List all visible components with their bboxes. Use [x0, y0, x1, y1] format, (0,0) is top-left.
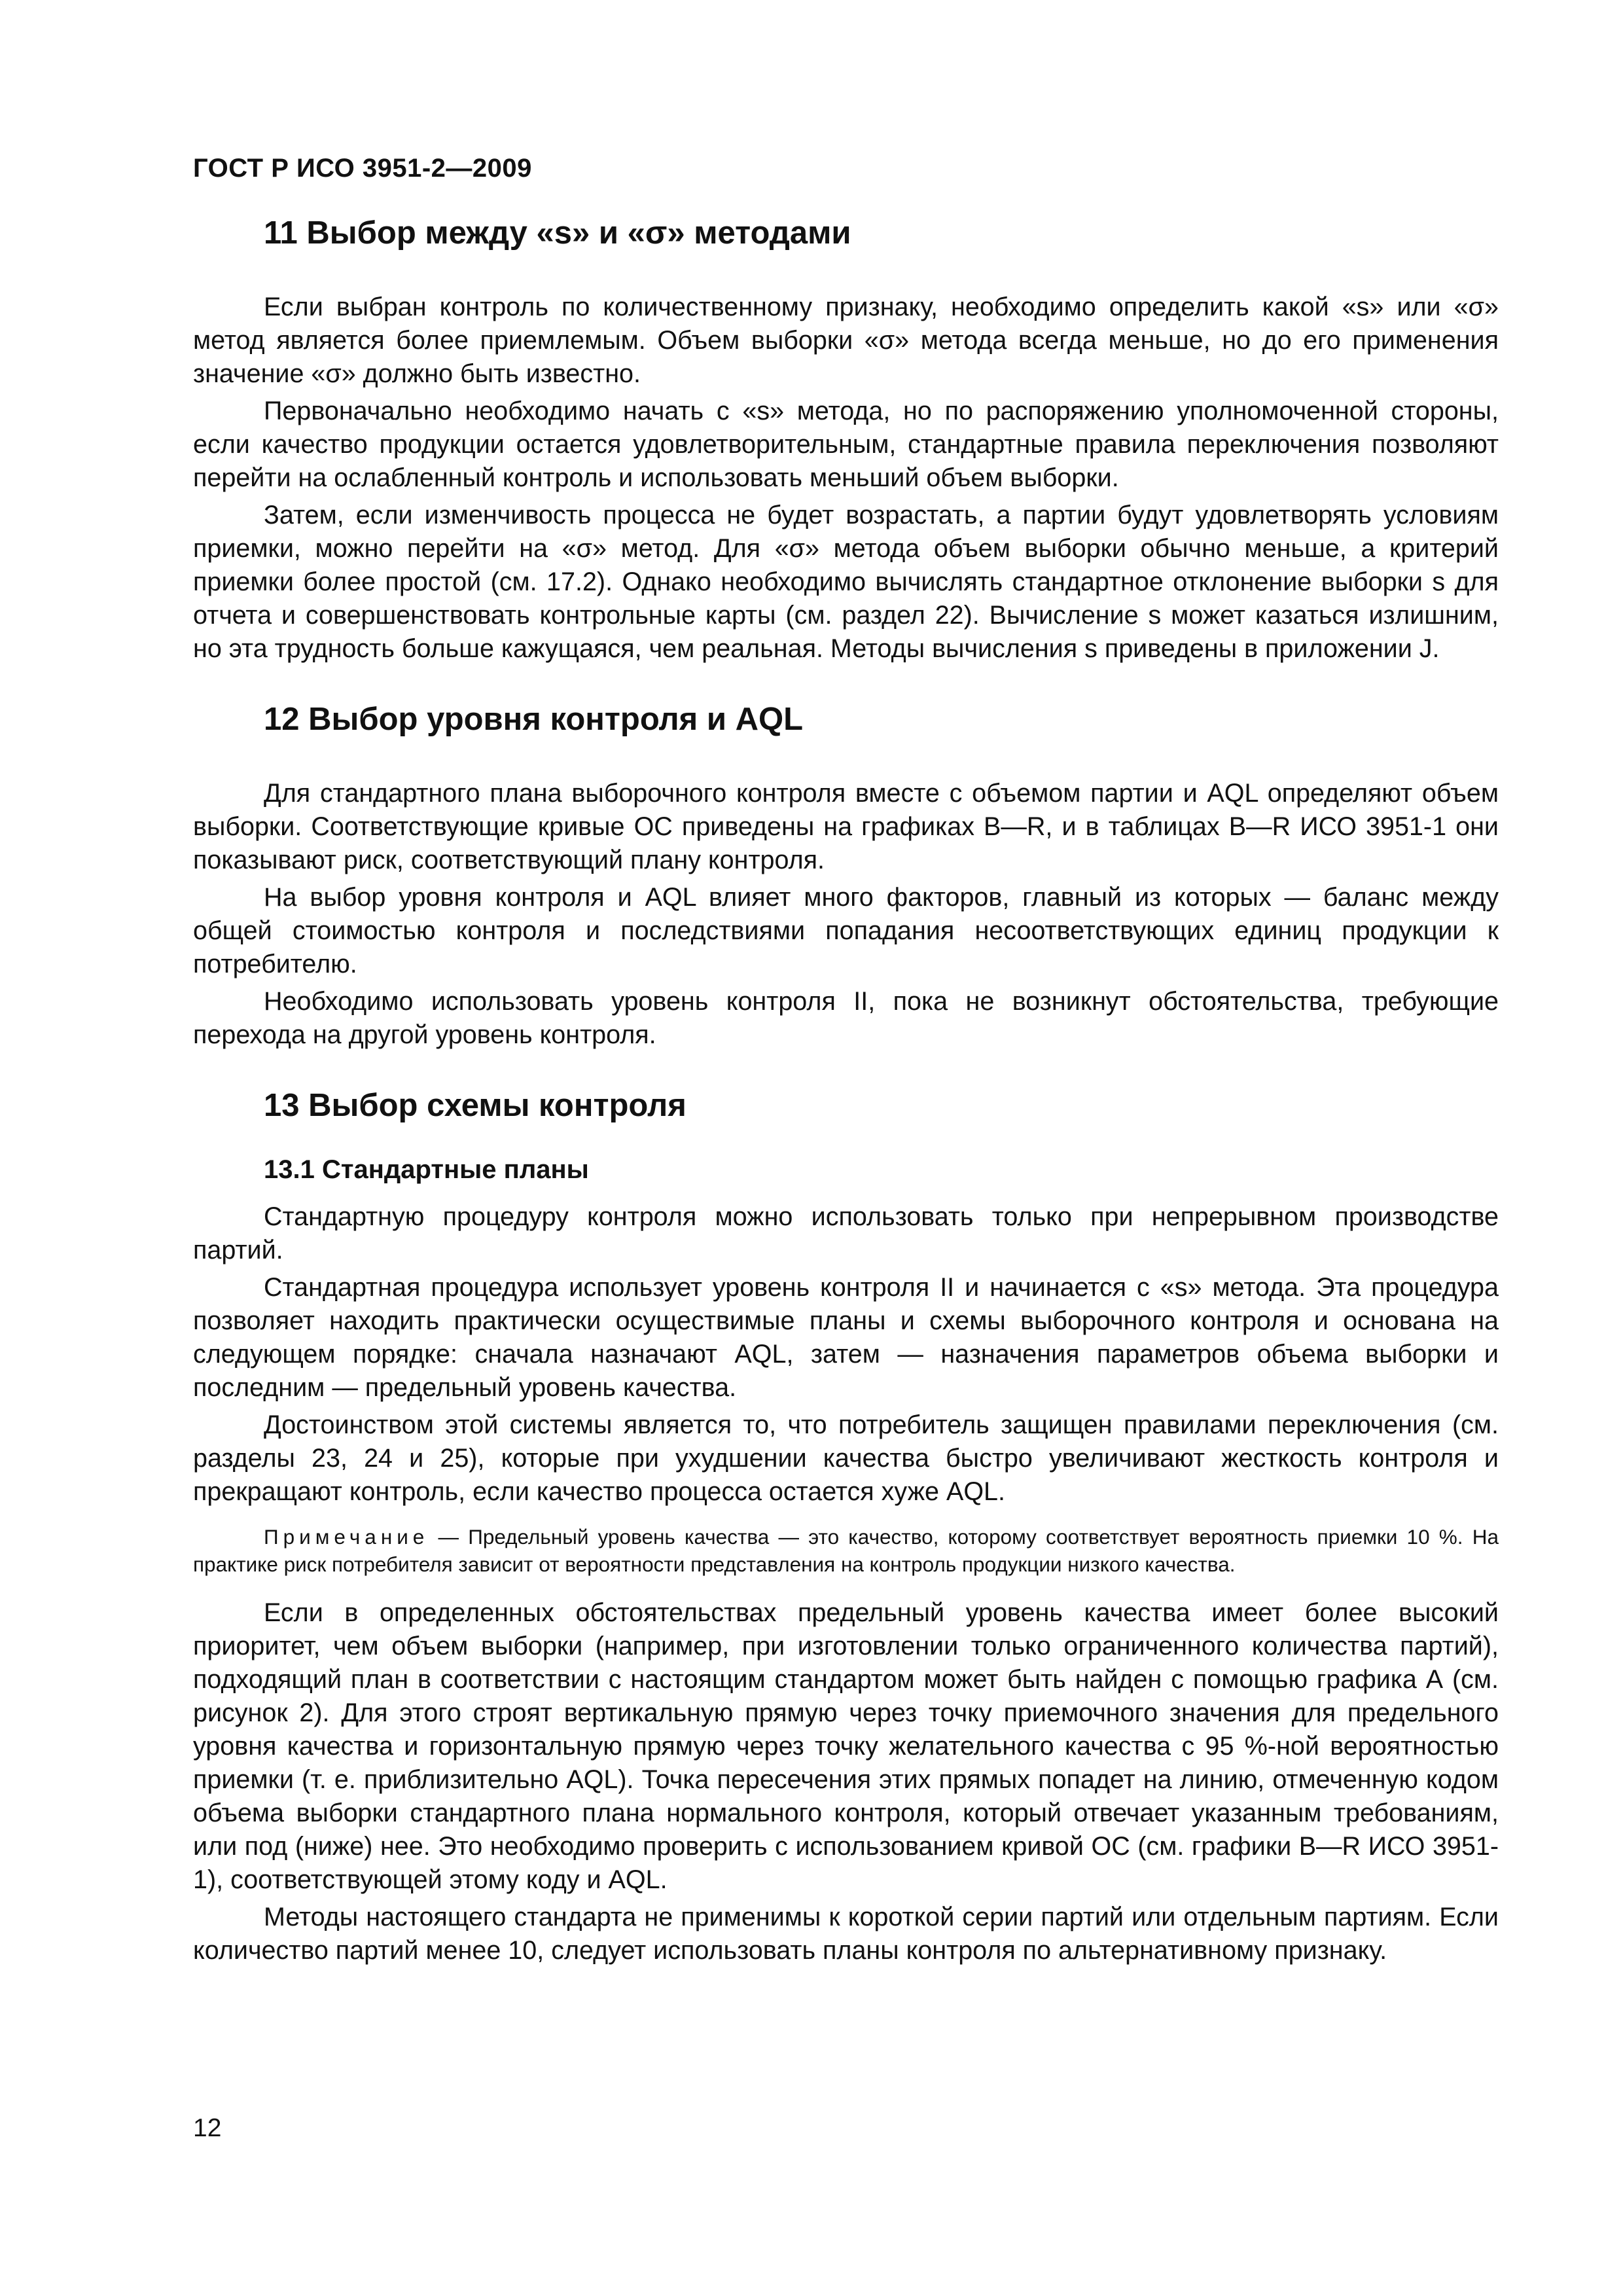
section-12-paragraph-2: На выбор уровня контроля и AQL влияет много факторов, главный из которых — баланс между общей стоимостью контроля и последствиями попадания несоответствующих единиц продукции к потребителю. — [193, 882, 1499, 978]
section-12-paragraph-3: Необходимо использовать уровень контроля II, пока не возникнут обстоятельства, требующие перехода на другой уровень контроля. — [193, 986, 1499, 1049]
section-spacer — [193, 1056, 1499, 1088]
section-12 — [193, 702, 1499, 1052]
section-11-paragraph-2: Первоначально необходимо начать с «s» метода, но по распоряжению уполномоченной стороны, если качество продукции остается удовлетворительным, стандартные правила переключения позволяют перейти на ослабленный контроль и использовать меньший объем выборки. — [193, 396, 1499, 492]
section-13-paragraph-3: Достоинством этой системы является то, что потребитель защищен правилами переключения (см. разделы 23, 24 и 25), которые при ухудшении качества быстро увеличивают жесткость контроля и прекращают контроль, если качество процесса остается хуже AQL. — [193, 1410, 1499, 1506]
section-11-title: 11 Выбор между «s» и «σ» методами — [264, 215, 851, 251]
document-header: ГОСТ Р ИСО 3951-2—2009 — [193, 154, 532, 183]
note — [193, 1523, 1499, 1578]
document-page — [193, 154, 1499, 1971]
section-13 — [193, 1088, 1499, 1967]
section-12-paragraph-1: Для стандартного плана выборочного контроля вместе с объемом партии и AQL определяют объем выборки. Соответствующие кривые ОС приведены на графиках В—R, и в таблицах В—R ИСО 3951-1 они показывают риск, соответствующий плану контроля. — [193, 778, 1499, 874]
section-11-paragraph-1: Если выбран контроль по количественному признаку, необходимо определить какой «s» или «σ» метод является более приемлемым. Объем выборки «σ» метода всегда меньше, но до его применения значение «σ» должно быть известно. — [193, 292, 1499, 388]
section-13-paragraph-5: Методы настоящего стандарта не применимы к короткой серии партий или отдельным партиям. Если количество партий менее 10, следует использовать планы контроля по альтернативному признаку. — [193, 1902, 1499, 1965]
section-13-title: 13 Выбор схемы контроля — [264, 1087, 687, 1123]
section-spacer — [193, 670, 1499, 702]
section-12-title: 12 Выбор уровня контроля и AQL — [264, 701, 804, 737]
note-label: Примечание — [264, 1524, 429, 1549]
section-13-paragraph-2: Стандартная процедура использует уровень контроля II и начинается с «s» метода. Эта процедура позволяет находить практически осуществимые планы и схемы выборочного контроля и основана на следующем порядке: сначала назначают AQL, затем — назначения параметров объема выборки и последним — предельный уровень качества. — [193, 1272, 1499, 1402]
section-13-paragraph-1: Стандартную процедуру контроля можно использовать только при непрерывном производстве партий. — [193, 1202, 1499, 1265]
page-number: 12 — [193, 2114, 222, 2142]
section-11-paragraph-3: Затем, если изменчивость процесса не будет возрастать, а партии будут удовлетворять условиям приемки, можно перейти на «σ» метод. Для «σ» метода объем выборки обычно меньше, а критерий приемки более простой (см. 17.2). Однако необходимо вычислять стандартное отклонение выборки s для отчета и совершенствовать контрольные карты (см. раздел 22). Вычисление s может казаться излишним, но эта трудность больше кажущаяся, чем реальная. Методы вычисления s приведены в приложении J. — [193, 500, 1499, 663]
subsection-13-1-title: 13.1 Стандартные планы — [264, 1155, 589, 1184]
section-13-paragraph-4: Если в определенных обстоятельствах предельный уровень качества имеет более высокий приоритет, чем объем выборки (например, при изготовлении только ограниченного количества партий), подходящий план в соответствии с настоящим стандартом может быть найден с помощью графика А (см. рисунок 2). Для этого строят вертикальную прямую через точку приемочного значения для предельного уровня качества и горизонтальную прямую через точку желательного качества с 95 %-ной вероятностью приемки (т. е. приблизительно AQL). Точка пересечения этих прямых попадет на линию, отмеченную кодом объема выборки стандартного плана нормального контроля, который отвечает указанным требованиям, или под (ниже) нее. Это необходимо проверить с использованием кривой ОС (см. графики В—R ИСО 3951-1), соответствующей этому коду и AQL. — [193, 1598, 1499, 1894]
note-text: — Предельный уровень качества — это качество, которому соответствует вероятность приемки 10 %. На практике риск потребителя зависит от вероятности представления на контроль продукции низкого качества. — [193, 1524, 1499, 1576]
section-11 — [193, 216, 1499, 666]
